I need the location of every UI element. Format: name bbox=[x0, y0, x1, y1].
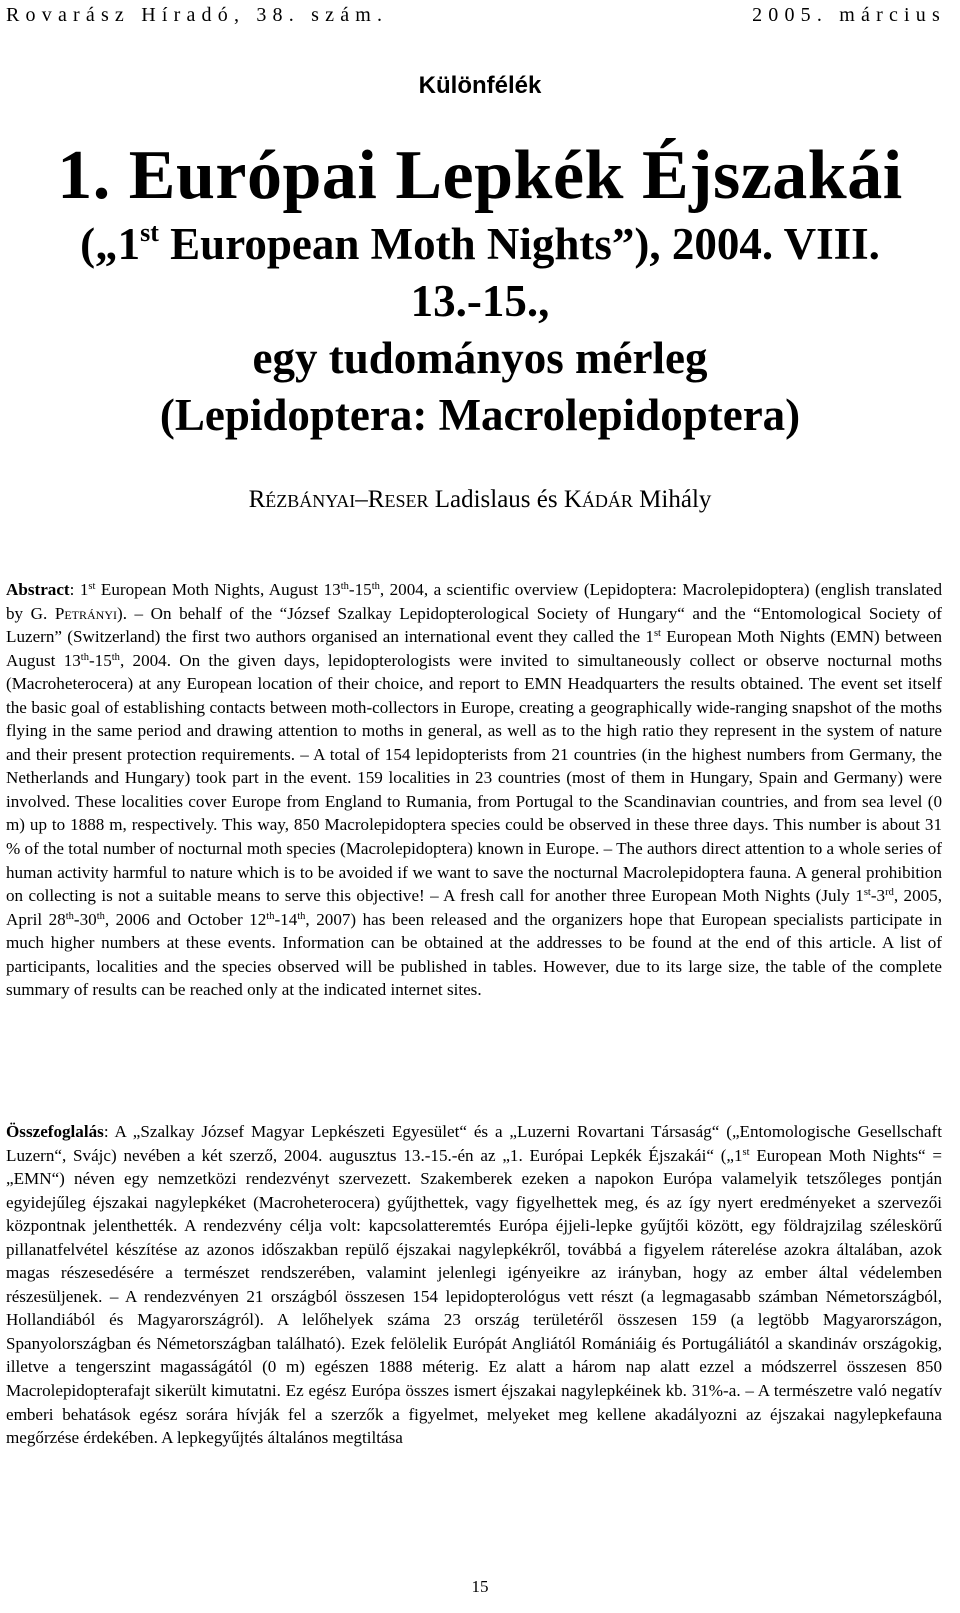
issue-date: 2005. március bbox=[752, 3, 946, 26]
superscript: th bbox=[111, 651, 120, 663]
title-superscript: st bbox=[140, 218, 159, 247]
abstract-text: European Moth Nights, August 13 bbox=[95, 580, 341, 599]
title-line-5: (Lepidoptera: Macrolepidoptera) bbox=[159, 390, 801, 440]
author-1-given: Ladislaus és bbox=[428, 486, 564, 513]
superscript: th bbox=[371, 581, 380, 592]
running-header bbox=[6, 2, 946, 28]
superscript: st bbox=[863, 887, 871, 899]
page-number: 15 bbox=[471, 1577, 489, 1596]
journal-issue: Rovarász Híradó, 38. szám. bbox=[6, 3, 389, 26]
abstract-paragraph bbox=[6, 578, 942, 1002]
title-line-4: egy tudományos mérleg bbox=[252, 333, 708, 383]
author-line bbox=[0, 486, 960, 514]
author-1-surname-2: Reser bbox=[367, 486, 429, 513]
abstract-text: , 2007) has been released and the organizers hope that European specialists participate in much higher numbers at these events. Information can be obtained at the addresses to be found at the end of this article. A list of participants, localities and the species observed will be published in tables. However, due to its large size, the table of the complete summary of results can be reached only at the indicated internet sites. bbox=[6, 909, 942, 1000]
abstract-text: -14 bbox=[274, 909, 298, 929]
translator-name: Petrányi bbox=[54, 603, 118, 623]
abstract-text: -30 bbox=[73, 909, 97, 929]
summary-text: European Moth Nights“ = „EMN“) néven egy nemzetközi rendezvényt szervezett. Szakemberek ezeken a napokon Európa valamelyik tetszőleges pontján egyidejűleg éjszakai nagylepkéket (Macroheterocera) gyűjthettek, vagy figyelhettek meg, és az így nyert eredményeket a szervezői központnak jelenthették. A rendezvény célja volt: kapcsolatteremtés Európa éjjeli-lepke gyűjtői között, egy földrajzilag széleskörű pillanatfelvétel készítése az azonos időszakban repülő éjszakai nagylepkékről, továbbá a figyelem ráterelése azokra általában, azok magas részesedésére a természet rendszerében, valamint jelenlegi igényeikre az irányban, hogy az ember által védelemben részesüljenek. – A rendezvényen 21 országból összesen 154 lepidopterológus vett részt (a legmagasabb számban Németországból, Hollandiából és Magyarországról). A lelőhelyek száma 23 ország területéről összesen 159 (a legtöbb Magyarországon, Spanyolországban és Németországban található). Ezek felölelik Európát Angliától Romániáig és Portugáliától a skandináv országokig, illetve a tengerszint magasságától (0 m) egészen 1888 méterig. Ez alatt a három nap alatt ezzel a módszerrel összesen 850 Macrolepidopterafajt sikerült kimutatni. Ez egész Európa összes ismert éjszakai nagylepkéinek kb. 31%-a. – A természetre való negatív emberi behatások egész sorára hívják fel a szerzők a figyelmet, melyeket meg kellene akadályozni az éjszakai nagylepkefauna megőrzése érdekében. A lepkegyűjtés általános megtiltása bbox=[6, 1145, 943, 1448]
superscript: th bbox=[96, 910, 105, 922]
abstract-text: : 1 bbox=[69, 580, 89, 599]
title-line-2-start: („1 bbox=[80, 219, 141, 269]
abstract-text: European Moth Nights (EMN) between August 13 bbox=[6, 627, 943, 670]
author-1-surname: Rézbányai bbox=[248, 486, 356, 513]
superscript: st bbox=[742, 1146, 750, 1158]
superscript: th bbox=[65, 910, 74, 922]
abstract-text: -15 bbox=[88, 650, 112, 670]
summary-paragraph bbox=[6, 1120, 942, 1450]
superscript: st bbox=[653, 628, 661, 640]
author-dash: – bbox=[355, 486, 368, 513]
article-title bbox=[0, 136, 960, 444]
abstract-text: , 2004. On the given days, lepidopterologists were invited to simultaneously collect or observe nocturnal moths (Macroheterocera) at any European location of their choice, and report to EMN Headquarters the results obtained. The event set itself the basic goal of establishing contacts between moth-collectors in Europe, creating a geographically wide-ranging snapshot of the moths flying in the same period and drawing attention to moths in general, as well as to the high ratio they represent in the system of nature and their present protection requirements. – A total of 154 lepidopterists from 21 countries (in the highest numbers from Germany, the Netherlands and Hungary) took part in the event. 159 localities in 23 countries (most of them in Hungary, Spain and Germany) were involved. These localities cover Europe from England to Rumania, from Portugal to the Scandinavian countries, and from sea level (0 m) up to 1888 m, respectively. This way, 850 Macrolepidoptera species could be observed in these three days. This number is about 31 % of the total number of nocturnal moth species (Macrolepidoptera) known in Europe. – The authors direct attention to a whole series of human activity harmful to nature which is to be avoided if we want to save the nocturnal Macrolepidoptera fauna. A general prohibition on collecting is not a suitable means to serve this objective! – A fresh call for another three European Moth Nights (July 1 bbox=[6, 650, 942, 906]
abstract-text: ). – On behalf of the “József Szalkay Lepidopterological Society of Hungary“ and the “Entomological Society of Luzern” (Switzerland) the first two authors organised an international event they called the 1 bbox=[6, 603, 942, 647]
title-line-2-end: European Moth Nights”), 2004. VIII. bbox=[158, 219, 880, 269]
abstract-text: , 2006 and October 12 bbox=[104, 909, 267, 929]
summary-text: : A „Szalkay József Magyar Lepkészeti Egyesület“ és a „Luzerni Rovartani Társaság“ („Entomologische Gesellschaft Luzern“, Svájc) nevében a két szerző, 2004. augusztus 13.-15.-én az „1. Európai Lepkék Éjszakái“ („1 bbox=[6, 1122, 942, 1165]
abstract-text: , 2004, a scientific overview (Lepidoptera: Macrolepidoptera) (english translated by G. bbox=[6, 580, 942, 623]
author-2-surname: Kádár bbox=[563, 486, 633, 513]
superscript: th bbox=[297, 910, 306, 922]
superscript: st bbox=[88, 581, 96, 592]
abstract-text: -15 bbox=[348, 580, 372, 599]
superscript: th bbox=[80, 651, 89, 663]
abstract-text: -3 bbox=[870, 886, 886, 906]
abstract-label: Abstract bbox=[6, 580, 70, 599]
superscript: th bbox=[266, 910, 275, 922]
section-heading: Különfélék bbox=[418, 72, 542, 99]
title-line-1: 1. Európai Lepkék Éjszakái bbox=[57, 137, 903, 214]
title-line-3: 13.-15., bbox=[410, 276, 550, 326]
author-2-given: Mihály bbox=[632, 486, 712, 513]
superscript: rd bbox=[885, 887, 894, 899]
abstract-text: , 2005, April 28 bbox=[6, 886, 942, 929]
superscript: th bbox=[340, 581, 349, 592]
summary-label: Összefoglalás bbox=[6, 1122, 104, 1141]
title-line-2 bbox=[0, 216, 960, 273]
